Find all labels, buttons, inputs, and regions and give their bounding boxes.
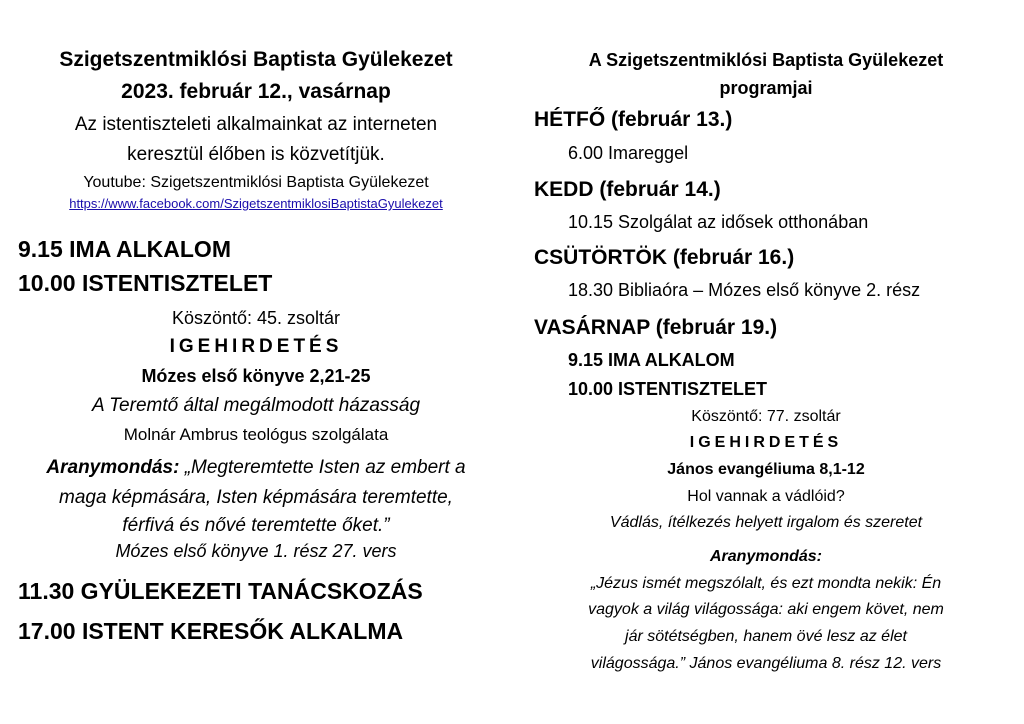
seekers-meeting: 17.00 ISTENT KERESŐK ALKALMA — [18, 618, 404, 644]
scripture-reference: Mózes első könyve 2,21-25 — [141, 366, 371, 386]
sunday-greeting: Köszöntő: 77. zsoltár — [691, 408, 841, 425]
golden-verse-text1: „Megteremtette Isten az embert a — [184, 457, 466, 478]
broadcast-note-line1: Az istentiszteleti alkalmainkat az interneten — [74, 114, 438, 135]
sermon-label: IGEHIRDETÉS — [169, 336, 343, 357]
event-tuesday: 10.15 Szolgálat az idősek otthonában — [568, 212, 869, 232]
youtube-line: Youtube: Szigetszentmiklósi Baptista Gyülekezet — [83, 174, 429, 191]
day-thursday: CSÜTÖRTÖK (február 16.) — [534, 246, 795, 269]
golden-verse-line1 — [18, 457, 494, 479]
golden-verse-line3: férfivá és nővé teremtette őket.” — [122, 515, 390, 536]
sunday-prayer: 9.15 IMA ALKALOM — [568, 350, 735, 370]
event-thursday: 18.30 Bibliaóra – Mózes első könyve 2. rész — [568, 280, 921, 300]
golden-verse-label: Aranymondás: — [46, 457, 180, 478]
golden-verse-line2: maga képmására, Isten képmására teremtette, — [59, 487, 453, 508]
sunday-golden-line3: jár sötétségben, hanem övé lesz az élet — [625, 628, 907, 645]
sunday-golden-label: Aranymondás: — [709, 548, 823, 565]
sunday-golden-line1: „Jézus ismét megszólalt, és ezt mondta nekik: Én — [590, 575, 942, 592]
day-sunday: VASÁRNAP (február 19.) — [534, 316, 778, 339]
preacher: Molnár Ambrus teológus szolgálata — [123, 425, 389, 444]
sunday-service: 10.00 ISTENTISZTELET — [568, 379, 768, 399]
sunday-golden-line4: világossága.” János evangéliuma 8. rész 12. vers — [590, 655, 942, 672]
sermon-title: A Teremtő által megálmodott házasság — [91, 395, 421, 416]
greeting-psalm: Köszöntő: 45. zsoltár — [171, 308, 341, 328]
programs-title-line2: programjai — [719, 78, 813, 98]
day-tuesday: KEDD (február 14.) — [534, 178, 721, 201]
programs-title-line1: A Szigetszentmiklósi Baptista Gyülekezet — [588, 50, 944, 70]
service-date: 2023. február 12., vasárnap — [121, 80, 391, 103]
broadcast-note-line2: keresztül élőben is közvetítjük. — [127, 144, 385, 165]
sunday-scripture: János evangéliuma 8,1-12 — [667, 461, 865, 478]
worship-service: 10.00 ISTENTISZTELET — [18, 270, 273, 296]
sunday-golden-line2: vagyok a világ világossága: aki engem követ, nem — [588, 601, 944, 618]
church-meeting: 11.30 GYÜLEKEZETI TANÁCSKOZÁS — [18, 578, 423, 604]
sunday-sermon-label: IGEHIRDETÉS — [689, 434, 843, 451]
day-monday: HÉTFŐ (február 13.) — [534, 108, 733, 131]
prayer-meeting: 9.15 IMA ALKALOM — [18, 236, 231, 262]
sunday-sermon-title: Vádlás, ítélkezés helyett irgalom és szeretet — [609, 514, 923, 531]
church-name: Szigetszentmiklósi Baptista Gyülekezet — [59, 48, 453, 71]
event-monday: 6.00 Imareggel — [568, 143, 689, 163]
sunday-question: Hol vannak a vádlóid? — [687, 488, 845, 505]
facebook-link[interactable]: https://www.facebook.com/SzigetszentmiklosiBaptistaGyulekezet — [69, 196, 443, 211]
golden-verse-reference: Mózes első könyve 1. rész 27. vers — [115, 541, 397, 561]
